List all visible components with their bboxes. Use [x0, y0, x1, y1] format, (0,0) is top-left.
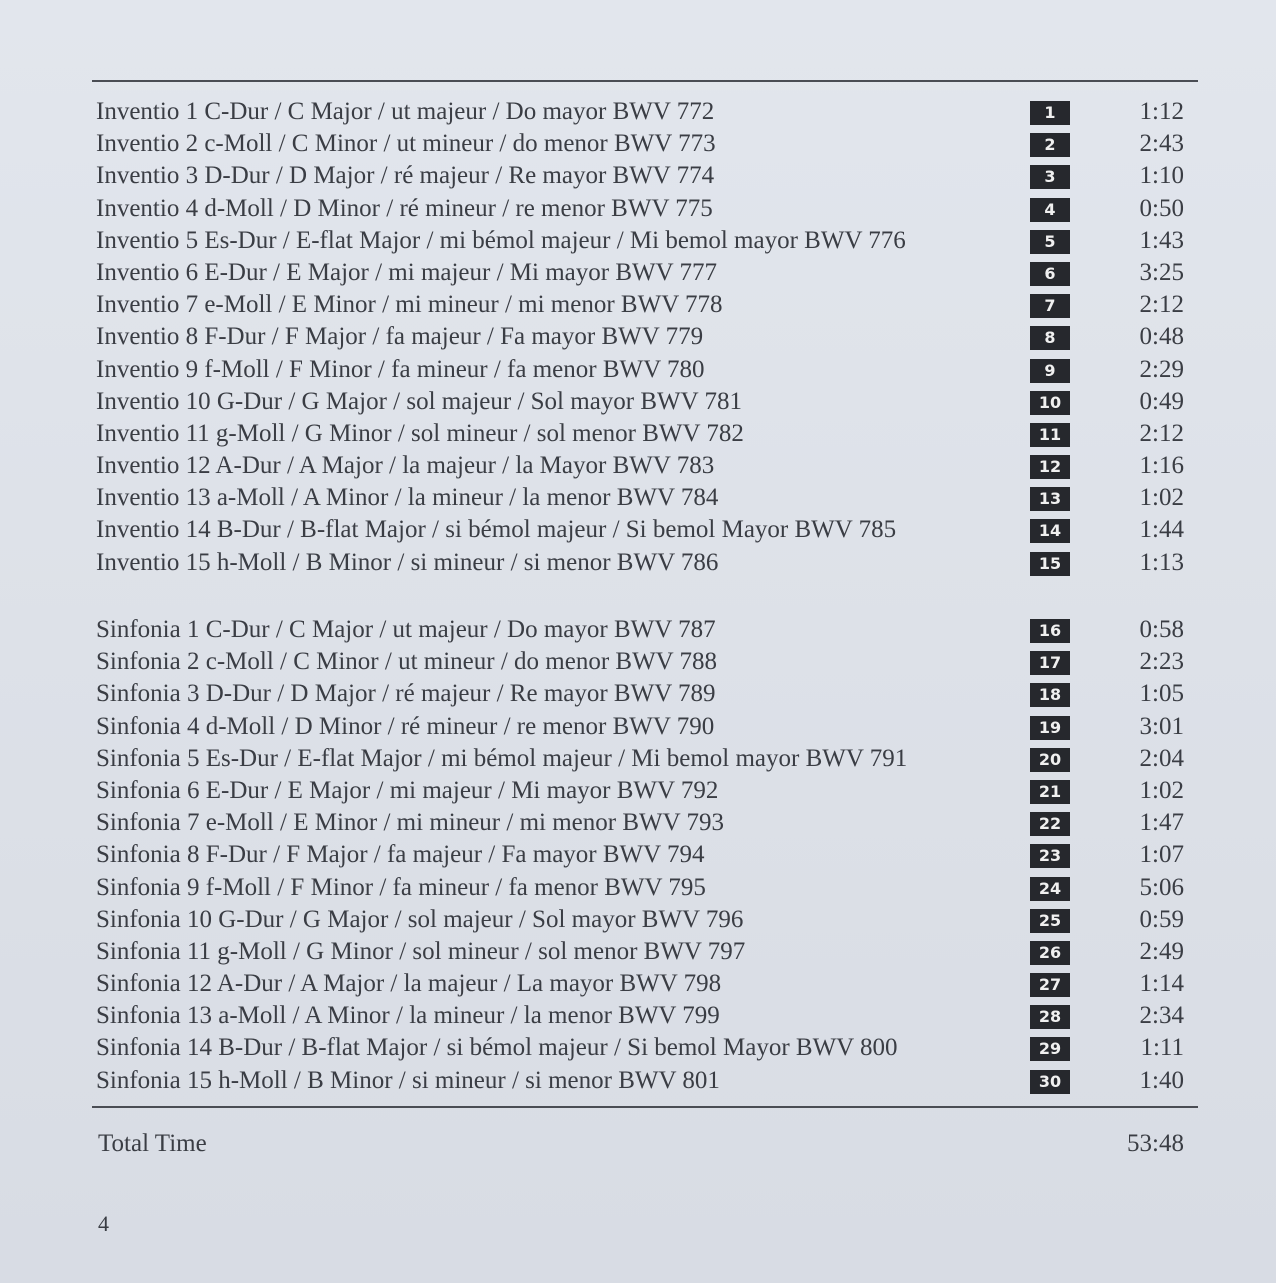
track-number-badge: 12: [1030, 455, 1070, 479]
track-title: Sinfonia 11 g-Moll / G Minor / sol mineur / sol menor BWV 797: [96, 937, 746, 965]
track-duration: 1:10: [1139, 162, 1184, 190]
track-number-badge: 9: [1030, 359, 1070, 383]
track-row: [96, 321, 1188, 353]
track-duration: 0:58: [1139, 616, 1184, 643]
track-row: [96, 646, 1188, 678]
track-title: Sinfonia 12 A-Dur / A Major / la majeur / La mayor BWV 798: [96, 970, 722, 998]
track-title: Inventio 5 Es-Dur / E-flat Major / mi bémol majeur / Mi bemol mayor BWV 776: [96, 226, 906, 254]
track-row: [96, 807, 1188, 839]
track-title: Sinfonia 3 D-Dur / D Major / ré majeur / Re mayor BWV 789: [96, 680, 716, 708]
track-title: Inventio 3 D-Dur / D Major / ré majeur / Re mayor BWV 774: [96, 162, 715, 190]
track-duration: 1:02: [1139, 776, 1184, 804]
track-row: [96, 1032, 1188, 1064]
track-duration: 0:50: [1139, 194, 1184, 222]
track-row: [96, 386, 1188, 418]
track-title: Sinfonia 5 Es-Dur / E-flat Major / mi bémol majeur / Mi bemol mayor BWV 791: [96, 744, 908, 772]
track-number-badge: 1: [1030, 101, 1070, 125]
track-number-badge: 21: [1030, 780, 1070, 804]
track-number-badge: 16: [1030, 619, 1070, 643]
track-row: [96, 450, 1188, 482]
track-row: [96, 289, 1188, 321]
track-title: Sinfonia 1 C-Dur / C Major / ut majeur / Do mayor BWV 787: [96, 616, 716, 643]
track-duration: 1:40: [1139, 1066, 1184, 1094]
track-title: Inventio 8 F-Dur / F Major / fa majeur / Fa mayor BWV 779: [96, 323, 704, 351]
track-duration: 3:01: [1139, 712, 1184, 740]
track-title: Inventio 12 A-Dur / A Major / la majeur / la Mayor BWV 783: [96, 452, 715, 480]
track-number-badge: 27: [1030, 973, 1070, 997]
track-duration: 1:14: [1139, 970, 1184, 998]
track-title: Sinfonia 13 a-Moll / A Minor / la mineur / la menor BWV 799: [96, 1002, 720, 1030]
track-number-badge: 28: [1030, 1005, 1070, 1029]
track-title: Inventio 13 a-Moll / A Minor / la mineur / la menor BWV 784: [96, 484, 719, 512]
track-title: Inventio 9 f-Moll / F Minor / fa mineur / fa menor BWV 780: [96, 355, 705, 383]
track-number-badge: 2: [1030, 133, 1070, 157]
track-row: [96, 482, 1188, 514]
track-row: [96, 872, 1188, 904]
track-title: Inventio 7 e-Moll / E Minor / mi mineur / mi menor BWV 778: [96, 291, 723, 319]
track-number-badge: 24: [1030, 877, 1070, 901]
track-row: [96, 354, 1188, 386]
track-title: Sinfonia 14 B-Dur / B-flat Major / si bémol majeur / Si bemol Mayor BWV 800: [96, 1034, 898, 1062]
track-row: [96, 775, 1188, 807]
track-row: [96, 904, 1188, 936]
track-duration: 1:11: [1140, 1034, 1184, 1062]
track-duration: 1:43: [1139, 226, 1184, 254]
track-row: [96, 96, 1188, 128]
track-number-badge: 10: [1030, 391, 1070, 415]
track-number-badge: 29: [1030, 1037, 1070, 1061]
track-title: Sinfonia 15 h-Moll / B Minor / si mineur / si menor BWV 801: [96, 1066, 720, 1094]
track-duration: 1:13: [1139, 548, 1184, 576]
track-duration: 2:29: [1139, 355, 1184, 383]
track-duration: 1:47: [1139, 809, 1184, 837]
track-duration: 1:44: [1139, 516, 1184, 544]
track-title: Sinfonia 4 d-Moll / D Minor / ré mineur / re menor BWV 790: [96, 712, 715, 740]
track-duration: 2:49: [1139, 937, 1184, 965]
track-duration: 2:23: [1139, 648, 1184, 676]
track-row: [96, 547, 1188, 579]
track-duration: 1:12: [1139, 98, 1184, 125]
track-row: [96, 514, 1188, 546]
track-duration: 2:12: [1139, 419, 1184, 447]
total-time-label: Total Time: [98, 1130, 207, 1157]
track-title: Inventio 14 B-Dur / B-flat Major / si bémol majeur / Si bemol Mayor BWV 785: [96, 516, 897, 544]
inventions-list: [96, 96, 1188, 579]
track-title: Sinfonia 7 e-Moll / E Minor / mi mineur / mi menor BWV 793: [96, 809, 724, 837]
track-duration: 5:06: [1139, 873, 1184, 901]
track-row: [96, 418, 1188, 450]
track-row: [96, 743, 1188, 775]
track-number-badge: 13: [1030, 487, 1070, 511]
track-number-badge: 19: [1030, 716, 1070, 740]
track-duration: 2:43: [1139, 130, 1184, 158]
track-row: [96, 711, 1188, 743]
bottom-divider: [92, 1106, 1198, 1108]
track-number-badge: 20: [1030, 748, 1070, 772]
track-number-badge: 25: [1030, 909, 1070, 933]
track-number-badge: 23: [1030, 844, 1070, 868]
track-duration: 2:12: [1139, 291, 1184, 319]
track-duration: 2:34: [1139, 1002, 1184, 1030]
track-number-badge: 6: [1030, 262, 1070, 286]
track-duration: 1:02: [1139, 484, 1184, 512]
track-title: Inventio 10 G-Dur / G Major / sol majeur / Sol mayor BWV 781: [96, 387, 742, 415]
track-row: [96, 678, 1188, 710]
track-row: [96, 160, 1188, 192]
track-title: Inventio 6 E-Dur / E Major / mi majeur / Mi mayor BWV 777: [96, 258, 717, 286]
track-duration: 2:04: [1139, 744, 1184, 772]
track-number-badge: 3: [1030, 165, 1070, 189]
track-number-badge: 18: [1030, 683, 1070, 707]
track-number-badge: 15: [1030, 552, 1070, 576]
track-row: [96, 1000, 1188, 1032]
page-number: 4: [98, 1211, 109, 1236]
track-duration: 3:25: [1139, 258, 1184, 286]
track-title: Sinfonia 9 f-Moll / F Minor / fa mineur / fa menor BWV 795: [96, 873, 706, 901]
total-time-value: 53:48: [1127, 1130, 1184, 1157]
track-number-badge: 5: [1030, 230, 1070, 254]
track-title: Inventio 2 c-Moll / C Minor / ut mineur / do menor BWV 773: [96, 130, 716, 158]
top-divider: [92, 80, 1198, 82]
track-number-badge: 26: [1030, 941, 1070, 965]
track-number-badge: 30: [1030, 1070, 1070, 1094]
track-title: Inventio 1 C-Dur / C Major / ut majeur / Do mayor BWV 772: [96, 98, 715, 125]
track-title: Inventio 11 g-Moll / G Minor / sol mineur / sol menor BWV 782: [96, 419, 744, 447]
track-row: [96, 839, 1188, 871]
track-row: [96, 128, 1188, 160]
track-title: Sinfonia 2 c-Moll / C Minor / ut mineur / do menor BWV 788: [96, 648, 718, 676]
track-row: [96, 225, 1188, 257]
sinfonias-list: [96, 614, 1188, 1097]
track-row: [96, 1065, 1188, 1097]
track-duration: 1:07: [1139, 841, 1184, 869]
track-duration: 0:49: [1139, 387, 1184, 415]
track-row: [96, 193, 1188, 225]
track-number-badge: 4: [1030, 198, 1070, 222]
track-number-badge: 7: [1030, 294, 1070, 318]
track-row: [96, 614, 1188, 646]
track-duration: 1:05: [1139, 680, 1184, 708]
track-title: Sinfonia 6 E-Dur / E Major / mi majeur / Mi mayor BWV 792: [96, 776, 719, 804]
track-number-badge: 8: [1030, 326, 1070, 350]
track-title: Sinfonia 10 G-Dur / G Major / sol majeur / Sol mayor BWV 796: [96, 905, 744, 933]
track-number-badge: 11: [1030, 423, 1070, 447]
track-title: Sinfonia 8 F-Dur / F Major / fa majeur / Fa mayor BWV 794: [96, 841, 705, 869]
track-row: [96, 968, 1188, 1000]
track-duration: 0:59: [1139, 905, 1184, 933]
track-row: [96, 936, 1188, 968]
track-title: Inventio 4 d-Moll / D Minor / ré mineur / re menor BWV 775: [96, 194, 713, 222]
track-title: Inventio 15 h-Moll / B Minor / si mineur / si menor BWV 786: [96, 548, 719, 576]
track-number-badge: 22: [1030, 812, 1070, 836]
track-number-badge: 14: [1030, 519, 1070, 543]
track-duration: 1:16: [1139, 452, 1184, 480]
track-row: [96, 257, 1188, 289]
track-duration: 0:48: [1139, 323, 1184, 351]
track-number-badge: 17: [1030, 651, 1070, 675]
